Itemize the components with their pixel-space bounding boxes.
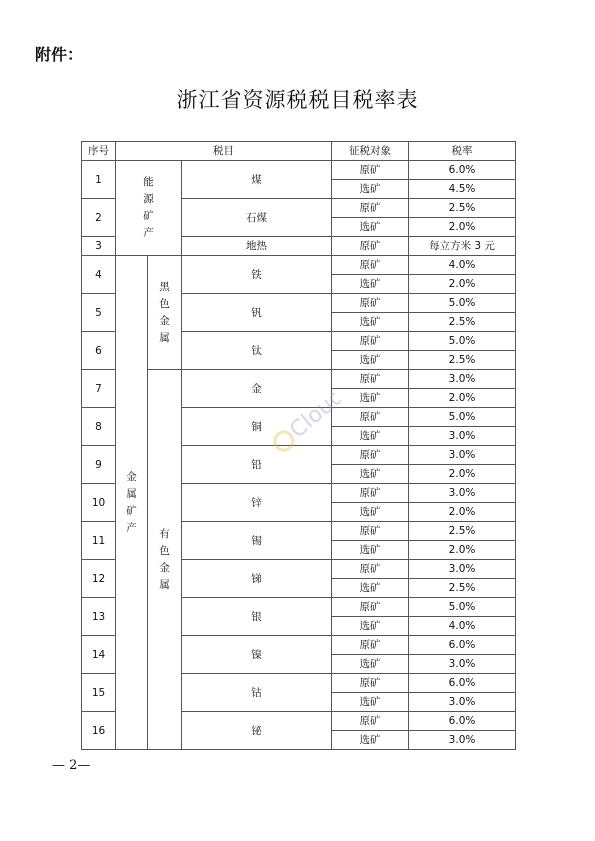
tax-item-name: 煤 <box>182 161 332 199</box>
row-number: 15 <box>82 674 116 712</box>
tax-rate: 5.0% <box>409 408 516 427</box>
group-nonferrous-metals <box>148 370 182 750</box>
group-char: 金 <box>126 470 137 483</box>
page-number: — 2— <box>52 758 91 773</box>
tax-object-raw: 原矿 <box>332 256 409 275</box>
row-number: 9 <box>82 446 116 484</box>
tax-item-name: 钒 <box>182 294 332 332</box>
header-item: 税目 <box>116 142 332 161</box>
tax-item-name: 铁 <box>182 256 332 294</box>
tax-item-name: 银 <box>182 598 332 636</box>
tax-object-dressed: 选矿 <box>332 693 409 712</box>
group-ferrous-metals <box>148 256 182 370</box>
tax-object-dressed: 选矿 <box>332 617 409 636</box>
tax-item-name: 石煤 <box>182 199 332 237</box>
tax-rate: 2.0% <box>409 275 516 294</box>
tax-rate: 2.0% <box>409 503 516 522</box>
header-seq: 序号 <box>82 142 116 161</box>
row-number: 6 <box>82 332 116 370</box>
tax-object-dressed: 选矿 <box>332 427 409 446</box>
tax-object-raw: 原矿 <box>332 199 409 218</box>
tax-rate: 2.5% <box>409 522 516 541</box>
tax-object-dressed: 选矿 <box>332 389 409 408</box>
group-char: 色 <box>159 544 170 557</box>
tax-object-raw: 原矿 <box>332 598 409 617</box>
tax-rate-table <box>81 141 516 750</box>
tax-object-raw: 原矿 <box>332 636 409 655</box>
group-char: 矿 <box>126 504 137 517</box>
group-char: 属 <box>159 578 170 591</box>
tax-rate: 3.0% <box>409 446 516 465</box>
tax-rate: 2.5% <box>409 313 516 332</box>
tax-rate: 5.0% <box>409 332 516 351</box>
tax-object-raw: 原矿 <box>332 522 409 541</box>
tax-rate: 3.0% <box>409 370 516 389</box>
tax-object-dressed: 选矿 <box>332 465 409 484</box>
group-char: 源 <box>143 193 154 205</box>
tax-object-dressed: 选矿 <box>332 180 409 199</box>
tax-object-dressed: 选矿 <box>332 503 409 522</box>
tax-object-raw: 原矿 <box>332 237 409 256</box>
tax-object-dressed: 选矿 <box>332 351 409 370</box>
group-char: 色 <box>159 297 170 310</box>
tax-object-dressed: 选矿 <box>332 313 409 332</box>
tax-rate: 2.5% <box>409 199 516 218</box>
tax-object-raw: 原矿 <box>332 370 409 389</box>
watermark-text: Cloud <box>285 383 350 444</box>
tax-item-name: 钛 <box>182 332 332 370</box>
tax-object-dressed: 选矿 <box>332 541 409 560</box>
tax-object-raw: 原矿 <box>332 408 409 427</box>
tax-rate: 6.0% <box>409 674 516 693</box>
group-char: 黑 <box>159 280 170 293</box>
group-metal-minerals <box>116 256 148 750</box>
group-energy-minerals <box>116 161 182 256</box>
group-char: 金 <box>159 561 170 574</box>
row-number: 8 <box>82 408 116 446</box>
table-row <box>82 370 516 389</box>
tax-rate: 4.0% <box>409 617 516 636</box>
tax-item-name: 地热 <box>182 237 332 256</box>
group-char: 属 <box>159 331 170 344</box>
tax-object-raw: 原矿 <box>332 484 409 503</box>
row-number: 1 <box>82 161 116 199</box>
group-char: 有 <box>159 527 170 540</box>
row-number: 13 <box>82 598 116 636</box>
tax-item-name: 锑 <box>182 560 332 598</box>
group-char: 产 <box>143 227 154 239</box>
tax-rate: 每立方米 3 元 <box>409 237 516 256</box>
tax-item-name: 金 <box>182 370 332 408</box>
tax-object-raw: 原矿 <box>332 674 409 693</box>
page-title: 浙江省资源税税目税率表 <box>176 88 419 112</box>
tax-object-raw: 原矿 <box>332 294 409 313</box>
tax-item-name: 锌 <box>182 484 332 522</box>
group-char: 能 <box>143 176 154 188</box>
tax-object-raw: 原矿 <box>332 712 409 731</box>
table-row <box>82 161 516 180</box>
tax-rate: 2.0% <box>409 465 516 484</box>
tax-object-raw: 原矿 <box>332 560 409 579</box>
tax-object-dressed: 选矿 <box>332 579 409 598</box>
header-row <box>82 142 516 161</box>
row-number: 14 <box>82 636 116 674</box>
tax-rate: 6.0% <box>409 636 516 655</box>
table-row <box>82 256 516 275</box>
tax-rate: 6.0% <box>409 161 516 180</box>
row-number: 4 <box>82 256 116 294</box>
tax-rate: 4.0% <box>409 256 516 275</box>
row-number: 10 <box>82 484 116 522</box>
tax-item-name: 锡 <box>182 522 332 560</box>
row-number: 2 <box>82 199 116 237</box>
group-char: 产 <box>126 521 137 534</box>
row-number: 3 <box>82 237 116 256</box>
tax-rate: 3.0% <box>409 731 516 750</box>
row-number: 7 <box>82 370 116 408</box>
tax-rate: 3.0% <box>409 655 516 674</box>
row-number: 12 <box>82 560 116 598</box>
tax-rate: 3.0% <box>409 427 516 446</box>
tax-item-name: 镍 <box>182 636 332 674</box>
tax-object-dressed: 选矿 <box>332 731 409 750</box>
tax-rate: 2.0% <box>409 389 516 408</box>
tax-rate: 3.0% <box>409 560 516 579</box>
tax-object-raw: 原矿 <box>332 332 409 351</box>
header-object: 征税对象 <box>332 142 409 161</box>
tax-item-name: 铅 <box>182 446 332 484</box>
group-char: 属 <box>126 487 137 500</box>
tax-rate: 3.0% <box>409 484 516 503</box>
row-number: 16 <box>82 712 116 750</box>
group-char: 矿 <box>143 210 154 222</box>
tax-rate: 6.0% <box>409 712 516 731</box>
tax-object-dressed: 选矿 <box>332 275 409 294</box>
tax-item-name: 铋 <box>182 712 332 750</box>
tax-object-dressed: 选矿 <box>332 218 409 237</box>
tax-rate: 3.0% <box>409 693 516 712</box>
row-number: 5 <box>82 294 116 332</box>
tax-rate: 5.0% <box>409 294 516 313</box>
tax-object-raw: 原矿 <box>332 446 409 465</box>
tax-item-name: 铜 <box>182 408 332 446</box>
tax-object-raw: 原矿 <box>332 161 409 180</box>
tax-rate: 2.5% <box>409 579 516 598</box>
tax-item-name: 钴 <box>182 674 332 712</box>
tax-rate: 4.5% <box>409 180 516 199</box>
header-rate: 税率 <box>409 142 516 161</box>
tax-object-dressed: 选矿 <box>332 655 409 674</box>
tax-rate: 2.0% <box>409 541 516 560</box>
row-number: 11 <box>82 522 116 560</box>
tax-rate: 5.0% <box>409 598 516 617</box>
attachment-label: 附件： <box>35 45 84 64</box>
group-char: 金 <box>159 314 170 327</box>
tax-rate: 2.5% <box>409 351 516 370</box>
tax-rate: 2.0% <box>409 218 516 237</box>
